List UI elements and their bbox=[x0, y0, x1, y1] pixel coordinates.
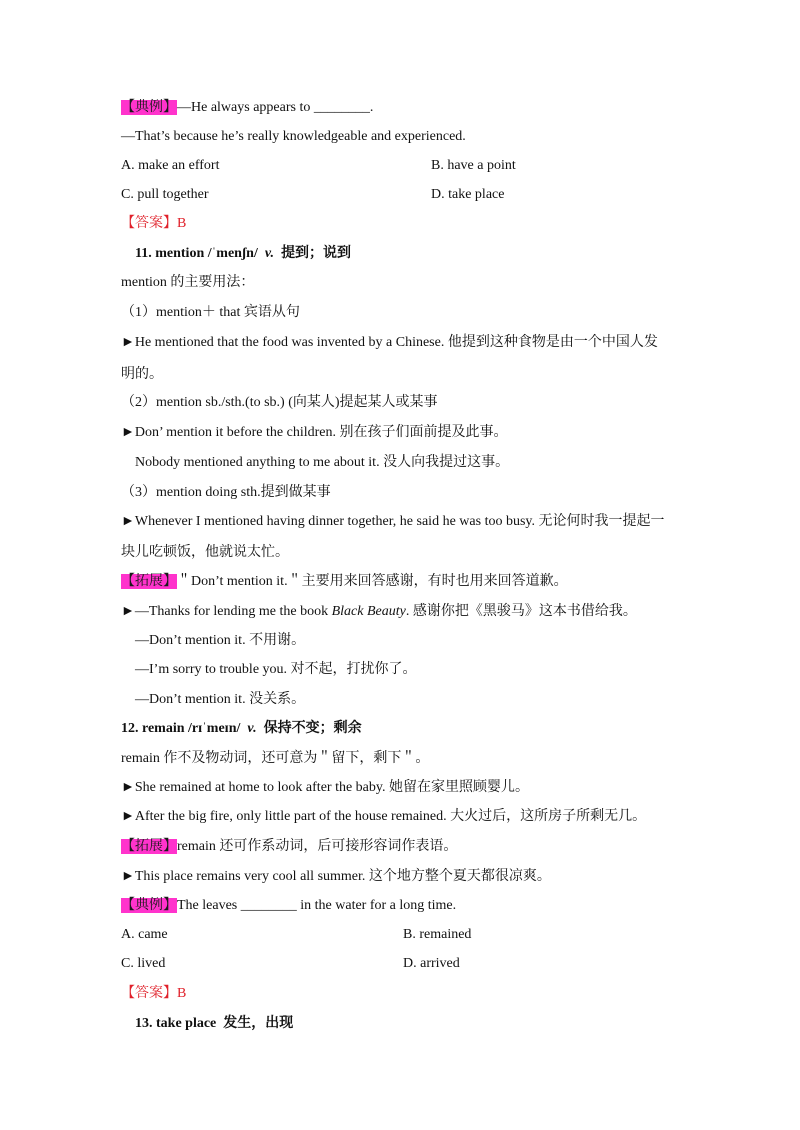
option-d: D. take place bbox=[431, 187, 505, 202]
option-c: C. lived bbox=[121, 956, 166, 971]
usage-3-example-line1: ►Whenever I mentioned having dinner together, he said he was too busy. 无论何时我一提起一 bbox=[121, 514, 665, 529]
dialogue-4: —Don’t mention it. 没关系。 bbox=[135, 692, 306, 707]
usage-2: （2）mention sb./sth.(to sb.) (向某人)提起某人或某事 bbox=[121, 395, 438, 410]
extension-tag: 【拓展】 bbox=[121, 574, 177, 589]
extension-note-1 bbox=[121, 573, 568, 591]
heading-meaning: 保持不变；剩余 bbox=[263, 721, 362, 736]
usage-1: （1）mention＋ that 宾语从句 bbox=[121, 305, 300, 320]
usage-3-example-line2: 块儿吃顿饭，他就说太忙。 bbox=[121, 545, 289, 560]
option-d: D. arrived bbox=[403, 956, 460, 971]
example-1-question bbox=[121, 99, 373, 117]
word-12-example-3: ►This place remains very cool all summer. 这个地方整个夏天都很凉爽。 bbox=[121, 869, 551, 884]
word-13-heading bbox=[135, 1015, 293, 1033]
heading-pos: v. bbox=[264, 246, 275, 261]
example-1-answer: 【答案】B bbox=[121, 216, 187, 231]
book-title: Black Beauty bbox=[331, 604, 406, 619]
dialogue-1 bbox=[121, 603, 637, 621]
heading-word: 12. remain /rɪˈmeɪn/ bbox=[121, 721, 241, 736]
dialogue-2: —Don’t mention it. 不用谢。 bbox=[135, 633, 306, 648]
extension-text: remain 还可作系动词，后可接形容词作表语。 bbox=[177, 839, 458, 854]
word-12-description: remain 作不及物动词，还可意为＂留下，剩下＂。 bbox=[121, 751, 430, 766]
word-11-heading bbox=[135, 245, 351, 263]
heading-meaning: 发生，出现 bbox=[223, 1016, 294, 1031]
extension-tag: 【拓展】 bbox=[121, 839, 177, 854]
option-b: B. remained bbox=[403, 927, 472, 942]
heading-meaning: 提到；说到 bbox=[281, 246, 352, 261]
word-12-example-1: ►She remained at home to look after the baby. 她留在家里照顾婴儿。 bbox=[121, 780, 529, 795]
word-12-heading bbox=[121, 720, 362, 738]
option-a: A. came bbox=[121, 927, 168, 942]
option-c: C. pull together bbox=[121, 187, 209, 202]
heading-word: 11. mention /ˈmenʃn/ bbox=[135, 246, 258, 261]
question-text: —He always appears to ________. bbox=[177, 100, 374, 115]
dialogue-3: —I’m sorry to trouble you. 对不起，打扰你了。 bbox=[135, 662, 417, 677]
usage-2-example-2: Nobody mentioned anything to me about it. 没人向我提过这事。 bbox=[135, 455, 510, 470]
question-text: The leaves ________ in the water for a long time. bbox=[177, 898, 457, 913]
example-2-answer: 【答案】B bbox=[121, 986, 187, 1001]
heading-word: 13. take place bbox=[135, 1016, 217, 1031]
dialogue-text: ►—Thanks for lending me the book bbox=[121, 604, 332, 619]
example-tag: 【典例】 bbox=[121, 100, 177, 115]
extension-note-2 bbox=[121, 838, 457, 856]
word-12-example-2: ►After the big fire, only little part of the house remained. 大火过后，这所房子所剩无几。 bbox=[121, 809, 647, 824]
heading-pos: v. bbox=[247, 721, 257, 736]
option-a: A. make an effort bbox=[121, 158, 220, 173]
usage-3: （3）mention doing sth.提到做某事 bbox=[121, 485, 331, 500]
extension-text: ＂Don’t mention it.＂主要用来回答感谢，有时也用来回答道歉。 bbox=[177, 574, 568, 589]
usage-2-example-1: ►Don’ mention it before the children. 别在孩子们面前提及此事。 bbox=[121, 425, 508, 440]
example-1-reply: —That’s because he’s really knowledgeable and experienced. bbox=[121, 129, 466, 144]
usage-title: mention 的主要用法： bbox=[121, 275, 255, 290]
dialogue-text: . 感谢你把《黑骏马》这本书借给我。 bbox=[405, 604, 637, 619]
option-b: B. have a point bbox=[431, 158, 516, 173]
usage-1-example-line1: ►He mentioned that the food was invented by a Chinese. 他提到这种食物是由一个中国人发 bbox=[121, 335, 658, 350]
example-tag: 【典例】 bbox=[121, 898, 177, 913]
example-2-question bbox=[121, 897, 456, 915]
usage-1-example-line2: 明的。 bbox=[121, 367, 163, 382]
